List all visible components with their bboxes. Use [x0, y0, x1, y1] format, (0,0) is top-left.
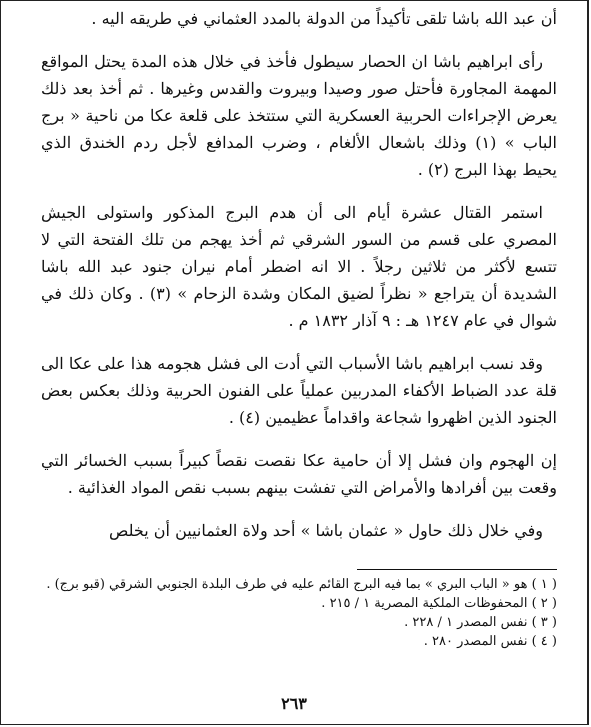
footnote-3: ( ٣ ) نفس المصدر ١ / ٢٢٨ .: [404, 615, 557, 630]
paragraph-2: رأى ابراهيم باشا ان الحصار سيطول فأخذ في خلال هذه المدة يحتل المواقع المهمة المجاورة فأحتل صور وصيدا وبيروت والقدس وغيرها . ثم أخذ بعد ذلك يعرض الإجراءات الحربية العسكرية التي ستتخذ على قلعة عكا من ناحية « برج الباب » (١) وذلك باشعال الألغام ، وضرب المدافع لأجل ردم الخندق الذي يحيط بهذا البرج (٢) .: [41, 52, 558, 179]
paragraph-6: وفي خلال ذلك حاول « عثمان باشا » أحد ولاة العثمانيين أن يخلص: [109, 521, 543, 540]
footnote-1: ( ١ ) هو « الباب البري » بما فيه البرج القائم عليه في طرف البلدة الجنوبي الشرقي (قبو برج) .: [46, 577, 557, 592]
paragraph-4: وقد نسب ابراهيم باشا الأسباب التي أدت الى فشل هجومه هذا على عكا الى قلة عدد الضباط الأكفاء المدربين عملياً على الفنون الحربية وذلك بعكس بعض الجنود الذين اظهروا شجاعة واقداماً عظيمين (٤) .: [41, 354, 557, 427]
paragraph-3: استمر القتال عشرة أيام الى أن هدم البرج المذكور واستولى الجيش المصري على قسم من السور الشرقي ثم أخذ يهجم من تلك الفتحة التي لا تتسع لأكثر من ثلاثين رجلاً . الا انه اضطر أمام نيران جنود عبد الله باشا الشديدة أن يتراجع « نظراً لضيق المكان وشدة الزحام » (٣) . وكان ذلك في شوال في عام ١٢٤٧ هـ : ٩ آذار ١٨٣٢ م .: [41, 203, 558, 330]
paragraph-1: أن عبد الله باشا تلقى تأكيداً من الدولة بالمدد العثماني في طريقه اليه .: [91, 9, 557, 28]
paragraph-5: إن الهجوم وان فشل إلا أن حامية عكا نقصت نقصاً كبيراً بسبب الخسائر التي وقعت بين أفرادها والأمراض التي تفشت بينهم بسبب نقص المواد الغذائية .: [41, 451, 557, 497]
footnote-2: ( ٢ ) المحفوظات الملكية المصرية ١ / ٢١٥ .: [321, 596, 557, 611]
main-text: [41, 5, 557, 560]
page-number: ٢٦٣: [281, 694, 307, 713]
footnote-4: ( ٤ ) نفس المصدر ٢٨٠ .: [423, 634, 557, 649]
footnote-separator: [357, 569, 557, 570]
footnotes: [41, 575, 557, 651]
